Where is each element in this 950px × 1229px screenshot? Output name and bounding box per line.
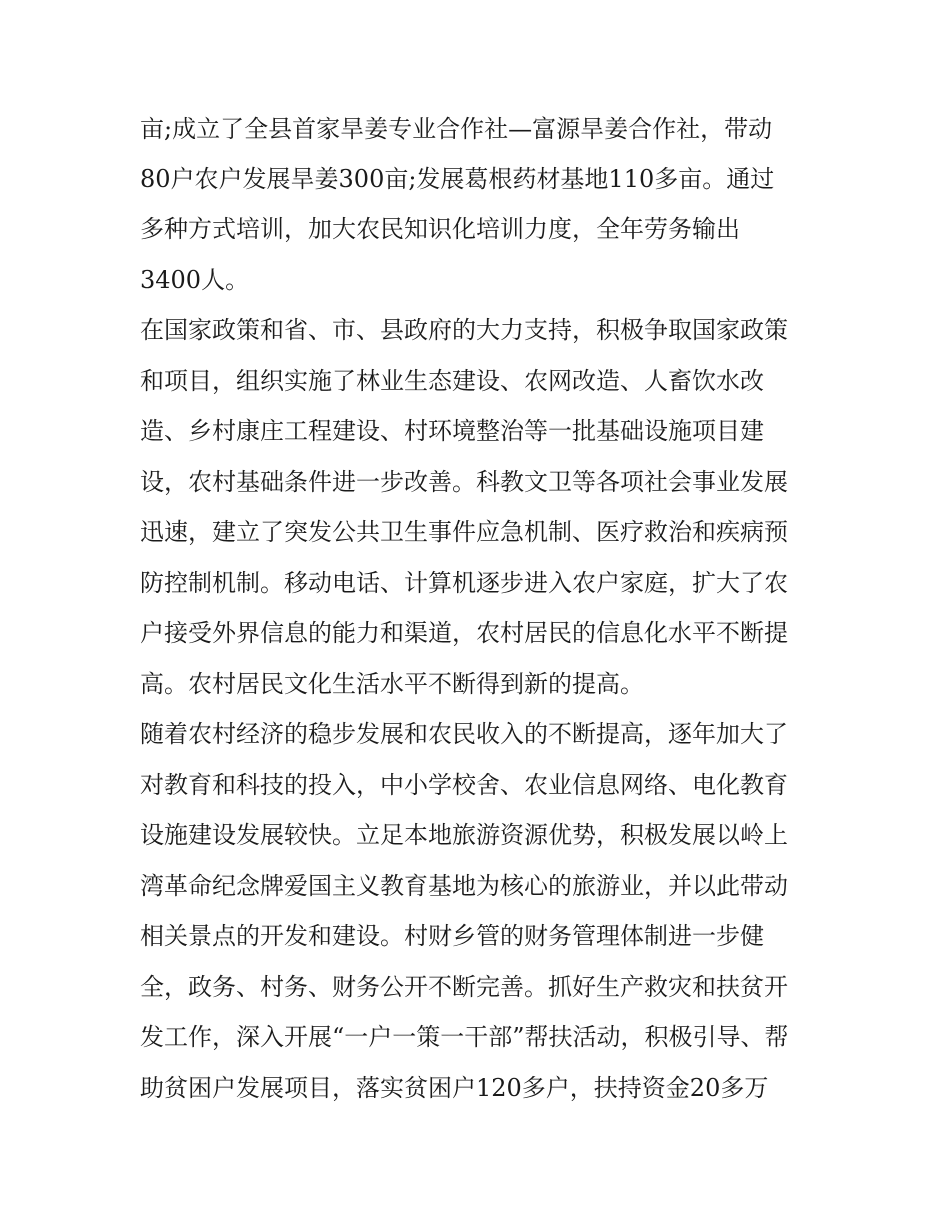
text-line: 迅速，建立了突发公共卫生事件应急机制、医疗救治和疾病预: [140, 518, 788, 546]
text-line: 亩;成立了全县首家旱姜专业合作社—富源旱姜合作社，带动: [140, 115, 773, 143]
text-line: 设，农村基础条件进一步改善。科教文卫等各项社会事业发展: [140, 468, 788, 496]
text-line: 随着农村经济的稳步发展和农民收入的不断提高，逐年加大了: [140, 720, 788, 748]
text-line: 高。农村居民文化生活水平不断得到新的提高。: [140, 670, 644, 698]
text-line: 在国家政策和省、市、县政府的大力支持，积极争取国家政策: [140, 316, 788, 344]
text-line: 设施建设发展较快。立足本地旅游资源优势，积极发展以岭上: [140, 821, 788, 849]
text-line: 80户农户发展旱姜300亩;发展葛根药材基地110多亩。通过: [140, 165, 775, 193]
text-line: 相关景点的开发和建设。村财乡管的财务管理体制进一步健: [140, 922, 764, 950]
text-line: 湾革命纪念牌爱国主义教育基地为核心的旅游业，并以此带动: [140, 872, 788, 900]
text-line: 对教育和科技的投入，中小学校舍、农业信息网络、电化教育: [140, 771, 788, 799]
text-line: 3400人。: [140, 266, 250, 294]
text-line: 户接受外界信息的能力和渠道，农村居民的信息化水平不断提: [140, 619, 788, 647]
text-line: 全，政务、村务、财务公开不断完善。抓好生产救灾和扶贫开: [140, 973, 788, 1001]
text-line: 防控制机制。移动电话、计算机逐步进入农户家庭，扩大了农: [140, 569, 788, 597]
text-line: 多种方式培训，加大农民知识化培训力度，全年劳务输出: [140, 215, 740, 243]
text-line: 造、乡村康庄工程建设、村环境整治等一批基础设施项目建: [140, 417, 764, 445]
text-line: 助贫困户发展项目，落实贫困户120多户，扶持资金20多万: [140, 1074, 769, 1102]
text-line: 发工作，深入开展“一户一策一干部”帮扶活动，积极引导、帮: [140, 1023, 789, 1051]
text-line: 和项目，组织实施了林业生态建设、农网改造、人畜饮水改: [140, 367, 764, 395]
